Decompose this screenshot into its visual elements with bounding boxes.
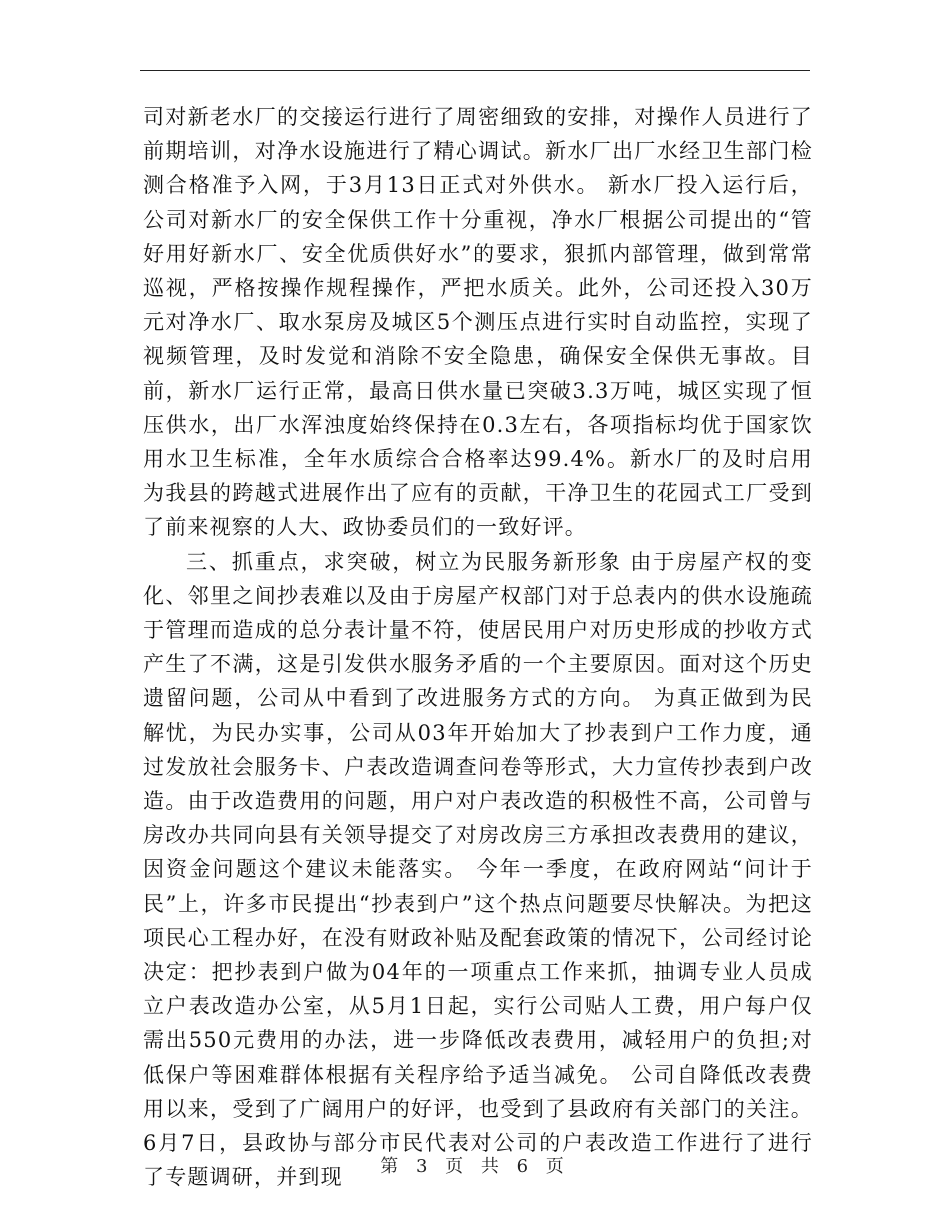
page-footer: 第 3 页 共 6 页 [380,1156,570,1177]
header-rule [140,70,810,71]
paragraph-continued: 司对新老水厂的交接运行进行了周密细致的安排，对操作人员进行了前期培训，对净水设施进行了精心调试。新水厂出厂水经卫生部门检测合格准予入网，于3月13日正式对外供水。 新水厂投入运行后，公司对新水厂的安全保供工作十分重视，净水厂根据公司提出的“管好用好新水厂、安全优质供好水”的要求，狠抓内部管理，做到常常巡视，严格按操作规程操作，严把水质关。此外，公司还投入30万元对净水厂、取水泵房及城区5个测压点进行实时自动监控，实现了视频管理，及时发觉和消除不安全隐患，确保安全保供无事故。目前，新水厂运行正常，最高日供水量已突破3.3万吨，城区实现了恒压供水，出厂水浑浊度始终保持在0.3左右，各项指标均优于国家饮用水卫生标准，全年水质综合合格率达99.4%。新水厂的及时启用为我县的跨越式进展作出了应有的贡献，干净卫生的花园式工厂受到了前来视察的人大、政协委员们的一致好评。 [143,105,813,540]
paragraph-section-three: 三、抓重点，求突破，树立为民服务新形象 由于房屋产权的变化、邻里之间抄表难以及由于房屋产权部门对于总表内的供水设施疏于管理而造成的总分表计量不符，使居民用户对历史形成的抄收方式产生了不满，这是引发供水服务矛盾的一个主要原因。面对这个历史遗留问题，公司从中看到了改进服务方式的方向。 为真正做到为民解忧，为民办实事，公司从03年开始加大了抄表到户工作力度，通过发放社会服务卡、户表改造调查问卷等形式，大力宣传抄表到户改造。由于改造费用的问题，用户对户表改造的积极性不高，公司曾与房改办共同向县有关领导提交了对房改房三方承担改表费用的建议，因资金问题这个建议未能落实。 今年一季度，在政府网站“问计于民”上，许多市民提出“抄表到户”这个热点问题要尽快解决。为把这项民心工程办好，在没有财政补贴及配套政策的情况下，公司经讨论决定：把抄表到户做为04年的一项重点工作来抓，抽调专业人员成立户表改造办公室，从5月1日起，实行公司贴人工费，用户每户仅需出550元费用的办法，进一步降低改表费用，减轻用户的负担;对低保户等困难群体根据有关程序给予适当减免。 公司自降低改表费用以来，受到了广阔用户的好评，也受到了县政府有关部门的关注。6月7日，县政协与部分市民代表对公司的户表改造工作进行了进行了专题调研，并到现 [143,549,813,1190]
document-body [143,100,813,1195]
